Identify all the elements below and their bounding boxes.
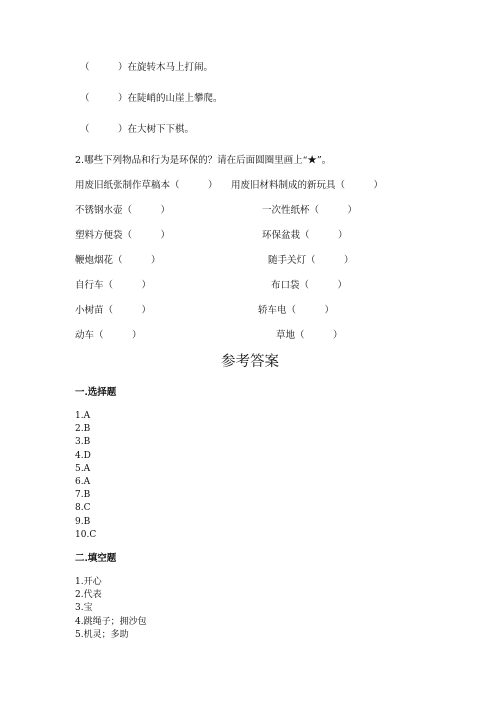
answer-item: 5.机灵；多助 (75, 629, 129, 640)
item-right: 随手关灯（ ） (268, 255, 354, 266)
item-right: 一次性纸杯（ ） (262, 205, 358, 216)
item-right: 草地（ ） (276, 330, 343, 341)
item-left: 塑料方便袋（ ） (75, 230, 171, 241)
blank-line-3: （ ）在大树下下棋。 (80, 124, 195, 135)
section-heading-choice: 一.选择题 (75, 387, 117, 398)
answer-item: 5.A (75, 463, 91, 474)
item-left: 动车（ ） (75, 330, 142, 341)
item-left: 鞭炮烟花（ ） (75, 255, 161, 266)
answer-item: 3.B (75, 437, 91, 448)
blank-line-2: （ ）在陡峭的山崖上攀爬。 (80, 93, 223, 104)
blank-line-1: （ ）在旋转木马上打闹。 (80, 62, 214, 73)
answer-item: 10.C (75, 529, 97, 540)
section-heading-fill: 二.填空题 (75, 553, 117, 564)
answer-item: 2.代表 (75, 590, 102, 601)
item-right: 布口袋（ ） (271, 280, 348, 291)
item-right: 环保盆栽（ ） (262, 230, 348, 241)
answer-item: 6.A (75, 477, 91, 488)
answer-item: 4.D (75, 450, 91, 461)
item-left: 小树苗（ ） (75, 305, 152, 316)
choice-answers (75, 410, 96, 542)
item-right: 用废旧材料制成的新玩具（ ） (231, 180, 384, 191)
answer-item: 1.开心 (75, 577, 102, 587)
answer-item: 1.A (75, 411, 91, 421)
answer-item: 2.B (75, 424, 91, 435)
answer-title: 参考答案 (221, 354, 279, 370)
answer-item: 3.宝 (75, 603, 93, 614)
answer-item: 4.跳绳子；拥沙包 (75, 616, 147, 627)
answer-item: 7.B (75, 490, 91, 501)
item-right: 轿车电（ ） (258, 305, 335, 316)
answer-item: 8.C (75, 503, 91, 514)
item-left: 不锈钢水壶（ ） (75, 205, 171, 216)
item-left: 用废旧纸张制作草稿本（ ） (75, 180, 218, 191)
item-left: 自行车（ ） (75, 280, 152, 291)
fill-answers (75, 576, 147, 642)
question-2-prompt: 2.哪些下列物品和行为是环保的？请在后面圆圈里画上“★”。 (75, 155, 332, 166)
answer-item: 9.B (75, 516, 91, 527)
